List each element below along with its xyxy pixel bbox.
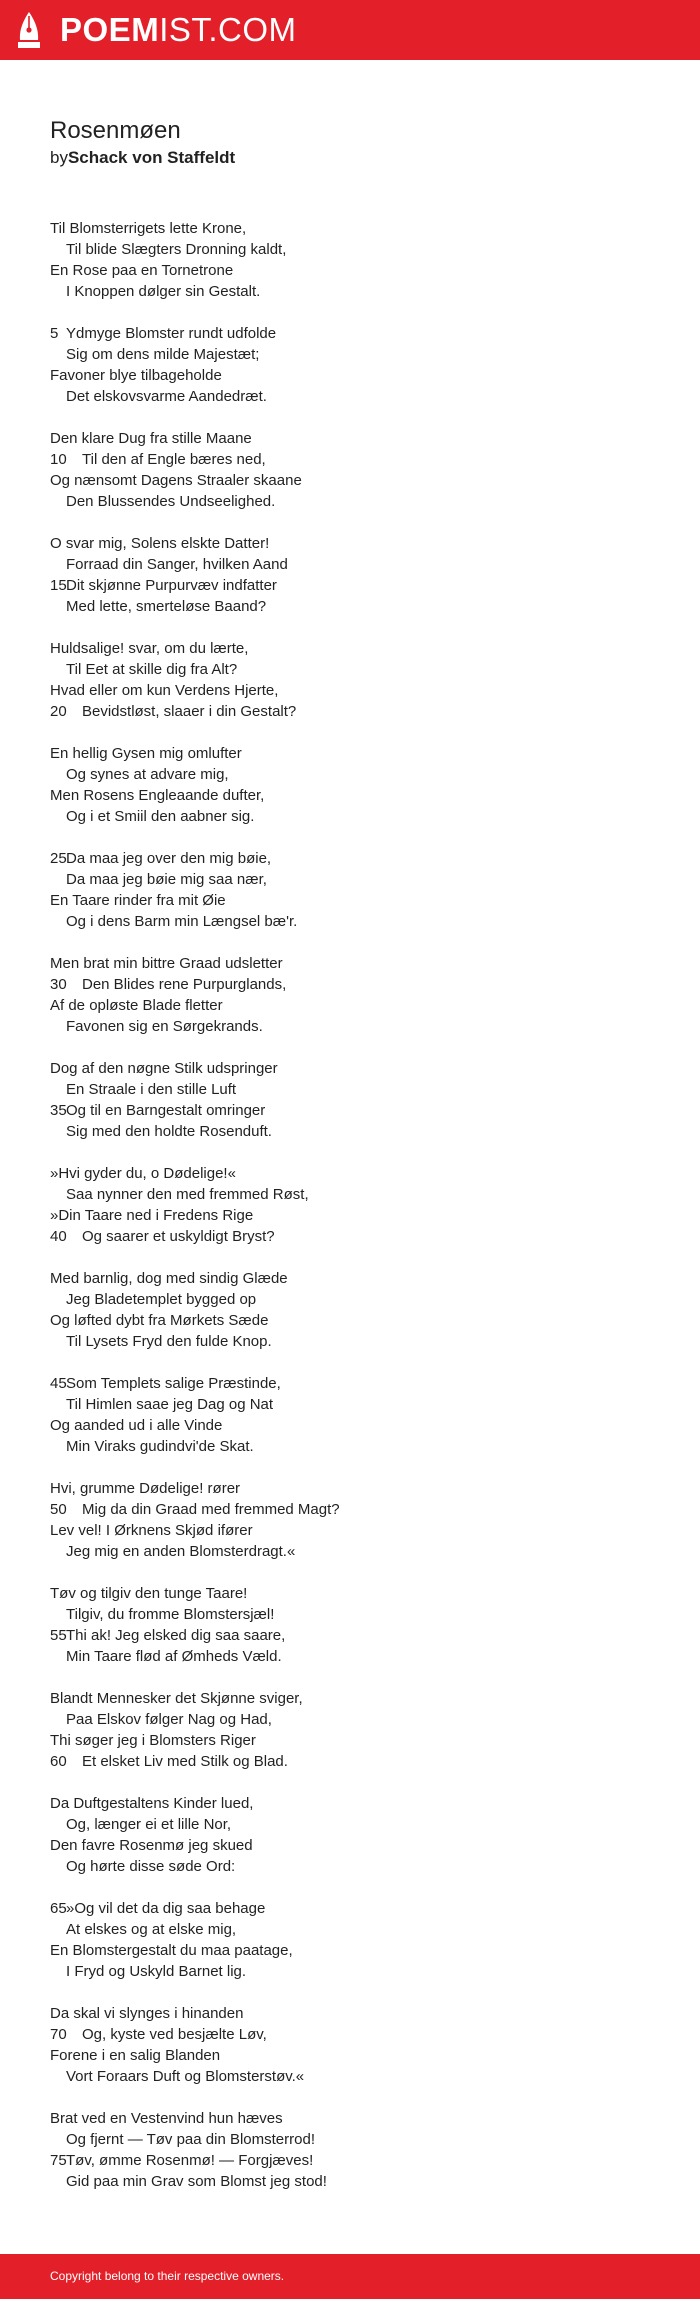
poem-line: [50, 848, 670, 869]
poem-line: [50, 1373, 670, 1394]
poem-line: [50, 764, 670, 785]
poem-line: [50, 1016, 670, 1037]
line-text: Og synes at advare mig,: [66, 766, 229, 783]
poem-line: [50, 344, 670, 365]
poem-line: [50, 1688, 670, 1709]
poem-line: [50, 491, 670, 512]
line-text: Min Viraks gudindvi'de Skat.: [66, 1438, 254, 1455]
poem-line: [50, 785, 670, 806]
poem-line: [50, 911, 670, 932]
line-text: Da skal vi slynges i hinanden: [50, 2005, 244, 2022]
logo-bold-part: POEM: [60, 11, 160, 48]
poem-line: [50, 1058, 670, 1079]
line-text: Den Blussendes Undseelighed.: [66, 493, 276, 510]
poem-line: [50, 365, 670, 386]
poem-line: [50, 2150, 670, 2171]
poem-line: [50, 596, 670, 617]
line-text: »Hvi gyder du, o Dødelige!«: [50, 1165, 236, 1182]
poem-line: [50, 1079, 670, 1100]
line-text: Thi ak! Jeg elsked dig saa saare,: [66, 1627, 286, 1644]
author-link[interactable]: Schack von Staffeldt: [67, 148, 236, 167]
line-text: Blandt Mennesker det Skjønne sviger,: [50, 1690, 303, 1707]
line-text: I Knoppen dølger sin Gestalt.: [66, 283, 261, 300]
copyright-text: Copyright belong to their respective owners.: [50, 2269, 285, 2283]
line-text: Saa nynner den med fremmed Røst,: [66, 1186, 309, 1203]
line-text: Det elskovsvarme Aandedræt.: [66, 388, 267, 405]
poem-line: [50, 386, 670, 407]
poem-line: [50, 239, 670, 260]
line-number: 55: [50, 1627, 67, 1644]
poem-line: [50, 1835, 670, 1856]
line-text: Og, kyste ved besjælte Løv,: [82, 2026, 267, 2043]
poem-line: [50, 2045, 670, 2066]
line-number: 40: [50, 1228, 67, 1245]
poem-line: [50, 1898, 670, 1919]
poem-line: [50, 1415, 670, 1436]
poem-line: [50, 218, 670, 239]
stanza-gap: [50, 407, 670, 428]
stanza-gap: [50, 2087, 670, 2108]
line-text: En Rose paa en Tornetrone: [50, 262, 234, 279]
line-text: Hvad eller om kun Verdens Hjerte,: [50, 682, 279, 699]
byline-by: by: [50, 148, 68, 167]
line-text: Thi søger jeg i Blomsters Riger: [50, 1732, 256, 1749]
poem-line: [50, 1499, 670, 1520]
line-text: Tilgiv, du fromme Blomstersjæl!: [66, 1606, 275, 1623]
line-text: I Fryd og Uskyld Barnet lig.: [66, 1963, 247, 1980]
stanza-gap: [50, 512, 670, 533]
line-text: Jeg mig en anden Blomsterdragt.«: [66, 1543, 296, 1560]
line-text: Lev vel! I Ørknens Skjød ifører: [50, 1522, 253, 1539]
line-text: Og løfted dybt fra Mørkets Sæde: [50, 1312, 269, 1329]
poem-line: [50, 1814, 670, 1835]
stanza-gap: [50, 1772, 670, 1793]
line-text: Og, længer ei et lille Nor,: [66, 1816, 232, 1833]
line-text: En hellig Gysen mig omlufter: [50, 745, 242, 762]
poem-line: [50, 323, 670, 344]
stanza-gap: [50, 722, 670, 743]
poem-line: [50, 890, 670, 911]
line-text: Gid paa min Grav som Blomst jeg stod!: [66, 2173, 327, 2190]
line-text: Ydmyge Blomster rundt udfolde: [66, 325, 277, 342]
line-number: 35: [50, 1102, 67, 1119]
line-text: Og i dens Barm min Længsel bæ'r.: [66, 913, 298, 930]
poem-line: [50, 869, 670, 890]
poem-line: [50, 806, 670, 827]
line-text: Og i et Smiil den aabner sig.: [66, 808, 255, 825]
poem-line: [50, 974, 670, 995]
poem-line: [50, 1646, 670, 1667]
poem-line: [50, 575, 670, 596]
poem-line: [50, 1289, 670, 1310]
line-number: 75: [50, 2152, 67, 2169]
poem-line: [50, 2129, 670, 2150]
poem-line: [50, 1625, 670, 1646]
poem-line: [50, 1184, 670, 1205]
poem-line: [50, 281, 670, 302]
line-text: Min Taare flød af Ømheds Væld.: [66, 1648, 282, 1665]
line-number: 50: [50, 1501, 67, 1518]
line-number: 65: [50, 1900, 67, 1917]
line-text: Sig med den holdte Rosenduft.: [66, 1123, 272, 1140]
line-text: »Og vil det da dig saa behage: [66, 1900, 266, 1917]
site-footer: [0, 2254, 700, 2299]
line-text: Vort Foraars Duft og Blomsterstøv.«: [66, 2068, 305, 2085]
line-text: Men brat min bittre Graad udsletter: [50, 955, 283, 972]
poem-line: [50, 1583, 670, 1604]
line-text: Da maa jeg over den mig bøie,: [66, 850, 272, 867]
poem-line: [50, 1121, 670, 1142]
poem-line: [50, 953, 670, 974]
line-text: Forraad din Sanger, hvilken Aand: [66, 556, 288, 573]
poem-line: [50, 260, 670, 281]
poem-line: [50, 1478, 670, 1499]
line-text: Da Duftgestaltens Kinder lued,: [50, 1795, 254, 1812]
poem-line: [50, 1961, 670, 1982]
poem-line: [50, 1730, 670, 1751]
stanza-gap: [50, 932, 670, 953]
line-text: Den favre Rosenmø jeg skued: [50, 1837, 253, 1854]
poem-line: [50, 1604, 670, 1625]
poem-byline: [50, 148, 235, 168]
stanza-gap: [50, 1982, 670, 2003]
poem-line: [50, 1226, 670, 1247]
line-text: Bevidstløst, slaaer i din Gestalt?: [82, 703, 297, 720]
poem-line: [50, 1541, 670, 1562]
stanza-gap: [50, 617, 670, 638]
poem-line: [50, 1163, 670, 1184]
stanza-gap: [50, 1877, 670, 1898]
poem-line: [50, 470, 670, 491]
poem-line: [50, 1100, 670, 1121]
line-text: Paa Elskov følger Nag og Had,: [66, 1711, 272, 1728]
poem-line: [50, 554, 670, 575]
stanza-gap: [50, 1667, 670, 1688]
stanza-gap: [50, 1247, 670, 1268]
site-logo-link[interactable]: [16, 10, 297, 50]
site-header: [0, 0, 700, 60]
line-number: 60: [50, 1753, 67, 1770]
stanza-gap: [50, 827, 670, 848]
poem-line: [50, 995, 670, 1016]
line-number: 70: [50, 2026, 67, 2043]
line-text: Af de opløste Blade fletter: [50, 997, 223, 1014]
line-text: Til Himlen saae jeg Dag og Nat: [66, 1396, 274, 1413]
poem-line: [50, 1919, 670, 1940]
line-text: Og fjernt — Tøv paa din Blomsterrod!: [66, 2131, 315, 2148]
poem-body: [50, 218, 670, 2192]
line-text: Sig om dens milde Majestæt;: [66, 346, 260, 363]
fountain-pen-nib-icon: [16, 10, 42, 50]
line-number: 30: [50, 976, 67, 993]
poem-line: [50, 2171, 670, 2192]
line-text: Den Blides rene Purpurglands,: [82, 976, 287, 993]
poem-line: [50, 1856, 670, 1877]
line-number: 20: [50, 703, 67, 720]
line-number: 15: [50, 577, 67, 594]
poem-line: [50, 680, 670, 701]
poem-line: [50, 1751, 670, 1772]
line-text: »Din Taare ned i Fredens Rige: [50, 1207, 254, 1224]
line-text: Dog af den nøgne Stilk udspringer: [50, 1060, 278, 1077]
poem-line: [50, 743, 670, 764]
line-text: Til Lysets Fryd den fulde Knop.: [66, 1333, 272, 1350]
line-text: Og nænsomt Dagens Straaler skaane: [50, 472, 302, 489]
line-text: Et elsket Liv med Stilk og Blad.: [82, 1753, 288, 1770]
line-text: Den klare Dug fra stille Maane: [50, 430, 252, 447]
poem-line: [50, 2066, 670, 2087]
line-text: Med barnlig, dog med sindig Glæde: [50, 1270, 288, 1287]
stanza-gap: [50, 1457, 670, 1478]
poem-line: [50, 1709, 670, 1730]
line-text: Og saarer et uskyldigt Bryst?: [82, 1228, 275, 1245]
site-logo-text: [60, 10, 297, 50]
line-text: At elskes og at elske mig,: [66, 1921, 237, 1938]
poem-line: [50, 1310, 670, 1331]
poem-line: [50, 1394, 670, 1415]
poem-line: [50, 638, 670, 659]
line-text: Forene i en salig Blanden: [50, 2047, 221, 2064]
poem-line: [50, 1331, 670, 1352]
line-text: Tøv og tilgiv den tunge Taare!: [50, 1585, 248, 1602]
line-text: Brat ved en Vestenvind hun hæves: [50, 2110, 283, 2127]
line-text: Og hørte disse søde Ord:: [66, 1858, 236, 1875]
poem-line: [50, 449, 670, 470]
poem-line: [50, 701, 670, 722]
line-text: Til Blomsterrigets lette Krone,: [50, 220, 247, 237]
line-text: Favoner blye tilbageholde: [50, 367, 222, 384]
poem-line: [50, 1205, 670, 1226]
line-number: 5: [50, 325, 59, 342]
line-text: Favonen sig en Sørgekrands.: [66, 1018, 263, 1035]
line-text: En Straale i den stille Luft: [66, 1081, 237, 1098]
line-text: En Taare rinder fra mit Øie: [50, 892, 226, 909]
line-text: Og til en Barngestalt omringer: [66, 1102, 266, 1119]
line-text: Til blide Slægters Dronning kaldt,: [66, 241, 287, 258]
poem-line: [50, 2003, 670, 2024]
line-text: Da maa jeg bøie mig saa nær,: [66, 871, 267, 888]
poem-line: [50, 1520, 670, 1541]
poem-line: [50, 1940, 670, 1961]
line-text: En Blomstergestalt du maa paatage,: [50, 1942, 293, 1959]
line-text: Med lette, smerteløse Baand?: [66, 598, 267, 615]
stanza-gap: [50, 1562, 670, 1583]
poem-line: [50, 1436, 670, 1457]
line-text: O svar mig, Solens elskte Datter!: [50, 535, 270, 552]
poem-title: Rosenmøen: [50, 117, 181, 144]
logo-light-part: IST.COM: [159, 11, 297, 48]
line-text: Tøv, ømme Rosenmø! — Forgjæves!: [66, 2152, 314, 2169]
poem-line: [50, 659, 670, 680]
poem-line: [50, 1268, 670, 1289]
line-number: 10: [50, 451, 67, 468]
line-text: Og aanded ud i alle Vinde: [50, 1417, 223, 1434]
line-text: Men Rosens Engleaande dufter,: [50, 787, 265, 804]
line-text: Huldsalige! svar, om du lærte,: [50, 640, 249, 657]
line-text: Jeg Bladetemplet bygged op: [66, 1291, 257, 1308]
line-text: Som Templets salige Præstinde,: [66, 1375, 281, 1392]
line-text: Til den af Engle bæres ned,: [82, 451, 266, 468]
line-text: Dit skjønne Purpurvæv indfatter: [66, 577, 277, 594]
poem-line: [50, 533, 670, 554]
line-number: 25: [50, 850, 67, 867]
stanza-gap: [50, 1352, 670, 1373]
stanza-gap: [50, 1142, 670, 1163]
line-text: Til Eet at skille dig fra Alt?: [66, 661, 238, 678]
poem-line: [50, 1793, 670, 1814]
poem-line: [50, 2108, 670, 2129]
poem-line: [50, 2024, 670, 2045]
poem-line: [50, 428, 670, 449]
line-text: Mig da din Graad med fremmed Magt?: [82, 1501, 340, 1518]
stanza-gap: [50, 1037, 670, 1058]
stanza-gap: [50, 302, 670, 323]
line-text: Hvi, grumme Dødelige! rører: [50, 1480, 241, 1497]
line-number: 45: [50, 1375, 67, 1392]
